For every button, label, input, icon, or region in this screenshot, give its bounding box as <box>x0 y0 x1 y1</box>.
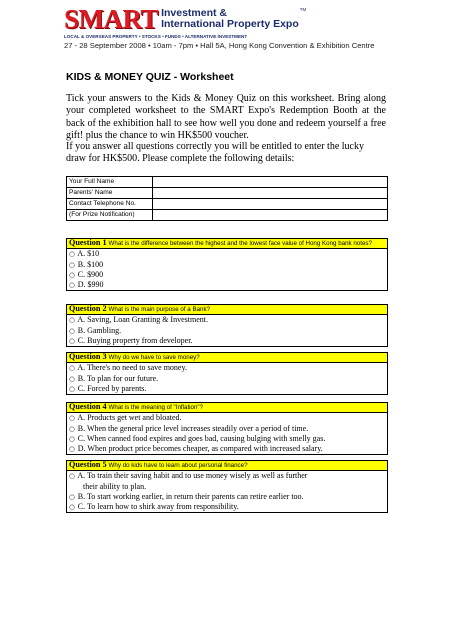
radio-icon[interactable]: ○ <box>69 384 75 393</box>
question-header <box>67 239 387 249</box>
details-row-phone <box>67 199 388 210</box>
answer-option[interactable] <box>67 444 387 454</box>
option-label: C. When canned food expires and goes bad, causing bulging with smelly gas. <box>77 433 326 443</box>
question-number: Question 5 <box>69 460 107 469</box>
radio-icon[interactable]: ○ <box>69 472 75 481</box>
question-4-block <box>66 402 388 455</box>
option-label: D. $990 <box>77 280 104 290</box>
intro-paragraph: Tick your answers to the Kids & Money Quiz on this worksheet. Bring along your completed worksheet to the SMART Expo's Redemption Booth at the back of the exhibition hall to see how well you done and redeem yourself a free gift! plus the chance to win HK$500 voucher. <box>66 93 386 142</box>
prize-note-field[interactable] <box>153 210 388 221</box>
radio-icon[interactable]: ○ <box>69 260 75 269</box>
radio-icon[interactable]: ○ <box>69 414 75 423</box>
logo-expo-name <box>161 8 299 29</box>
question-number: Question 1 <box>69 238 107 247</box>
answer-option[interactable] <box>67 249 387 259</box>
radio-icon[interactable]: ○ <box>69 270 75 279</box>
answer-option[interactable] <box>67 315 387 325</box>
option-label: C. Buying property from developer. <box>77 335 193 345</box>
question-3-block <box>66 352 388 395</box>
details-row-parents <box>67 188 388 199</box>
phone-field[interactable] <box>153 199 388 210</box>
radio-icon[interactable]: ○ <box>69 424 75 433</box>
radio-icon[interactable]: ○ <box>69 445 75 454</box>
option-label: B. To start working earlier, in return their parents can retire earlier too. <box>77 491 304 501</box>
question-header <box>67 461 387 471</box>
option-label: B. To plan for our future. <box>77 373 159 383</box>
question-5-block <box>66 460 388 513</box>
question-1-block <box>66 238 388 291</box>
worksheet-title: KIDS & MONEY QUIZ - Worksheet <box>66 71 234 83</box>
question-text: What is the difference between the highest and the lowest face value of Hong Kong bank notes? <box>108 240 372 247</box>
contact-details-table <box>66 176 388 221</box>
answer-option[interactable] <box>67 384 387 394</box>
radio-icon[interactable]: ○ <box>69 281 75 290</box>
details-row-name <box>67 177 388 188</box>
banner-date-venue: 27 - 28 September 2008 • 10am - 7pm • Hall 5A, Hong Kong Convention & Exhibition Centre <box>64 41 375 50</box>
lucky-draw-paragraph: If you answer all questions correctly you will be entitled to enter the lucky draw for HK$500. Please complete the following details: <box>66 141 364 165</box>
question-number: Question 4 <box>69 402 107 411</box>
logo-trademark: TM <box>299 7 307 12</box>
option-label: C. $900 <box>77 269 104 279</box>
question-header <box>67 353 387 363</box>
radio-icon[interactable]: ○ <box>69 374 75 383</box>
option-continuation: their ability to plan. <box>83 481 147 491</box>
option-label: B. When the general price level increases steadily over a period of time. <box>77 423 309 433</box>
answer-option[interactable] <box>67 260 387 270</box>
question-text: Why do kids have to learn about personal finance? <box>108 462 248 469</box>
radio-icon[interactable]: ○ <box>69 492 75 501</box>
option-label: A. To train their saving habit and to use money wisely as well as further <box>77 471 308 481</box>
question-text: Why do we have to save money? <box>108 354 200 361</box>
question-text: What is the meaning of "Inflation"? <box>108 404 204 411</box>
option-label: B. Gambling. <box>77 325 122 335</box>
logo-brand: SMART <box>64 4 159 34</box>
answer-option[interactable] <box>67 492 387 502</box>
smart-expo-logo <box>64 6 306 34</box>
option-label: A. Saving, Loan Granting & Investment. <box>77 315 208 325</box>
expo-banner <box>64 4 444 50</box>
answer-option[interactable] <box>67 270 387 280</box>
option-label: A. Products get wet and bloated. <box>77 413 182 423</box>
radio-icon[interactable]: ○ <box>69 364 75 373</box>
answer-option[interactable] <box>67 363 387 373</box>
details-label: Contact Telephone No. <box>67 199 153 210</box>
option-label: A. $10 <box>77 249 100 259</box>
banner-categories: LOCAL & OVERSEAS PROPERTY • STOCKS • FUNDS • ALTERNATIVE INVESTMENT <box>64 34 248 39</box>
answer-option[interactable] <box>67 413 387 423</box>
parents-name-field[interactable] <box>153 188 388 199</box>
details-row-prize-note <box>67 210 388 221</box>
question-text: What is the main purpose of a Bank? <box>108 306 211 313</box>
option-label: C. Forced by parents. <box>77 383 147 393</box>
answer-option[interactable] <box>67 471 387 481</box>
question-header <box>67 403 387 413</box>
option-label: B. $100 <box>77 259 104 269</box>
question-number: Question 3 <box>69 352 107 361</box>
radio-icon[interactable]: ○ <box>69 250 75 259</box>
answer-option[interactable] <box>67 374 387 384</box>
radio-icon[interactable]: ○ <box>69 316 75 325</box>
radio-icon[interactable]: ○ <box>69 326 75 335</box>
radio-icon[interactable]: ○ <box>69 336 75 345</box>
answer-option[interactable] <box>67 424 387 434</box>
option-label: D. When product price becomes cheaper, as compared with increased salary. <box>77 444 323 454</box>
question-2-block <box>66 304 388 347</box>
logo-expo-line1: Investment & <box>161 7 227 19</box>
logo-expo-line2: International Property Expo <box>161 17 299 30</box>
answer-option[interactable] <box>67 326 387 336</box>
option-label: A. There's no need to save money. <box>77 363 187 373</box>
answer-option[interactable] <box>67 280 387 290</box>
question-number: Question 2 <box>69 304 107 313</box>
answer-option[interactable] <box>67 434 387 444</box>
question-header <box>67 305 387 315</box>
full-name-field[interactable] <box>153 177 388 188</box>
details-label: Parents' Name <box>67 188 153 199</box>
radio-icon[interactable]: ○ <box>69 434 75 443</box>
details-label: Your Full Name <box>67 177 153 188</box>
details-label: (For Prize Notification) <box>67 210 153 221</box>
radio-icon[interactable]: ○ <box>69 503 75 512</box>
answer-option[interactable] <box>67 502 387 512</box>
answer-option[interactable] <box>67 336 387 346</box>
option-label: C. To learn how to shirk away from responsibility. <box>77 502 239 512</box>
